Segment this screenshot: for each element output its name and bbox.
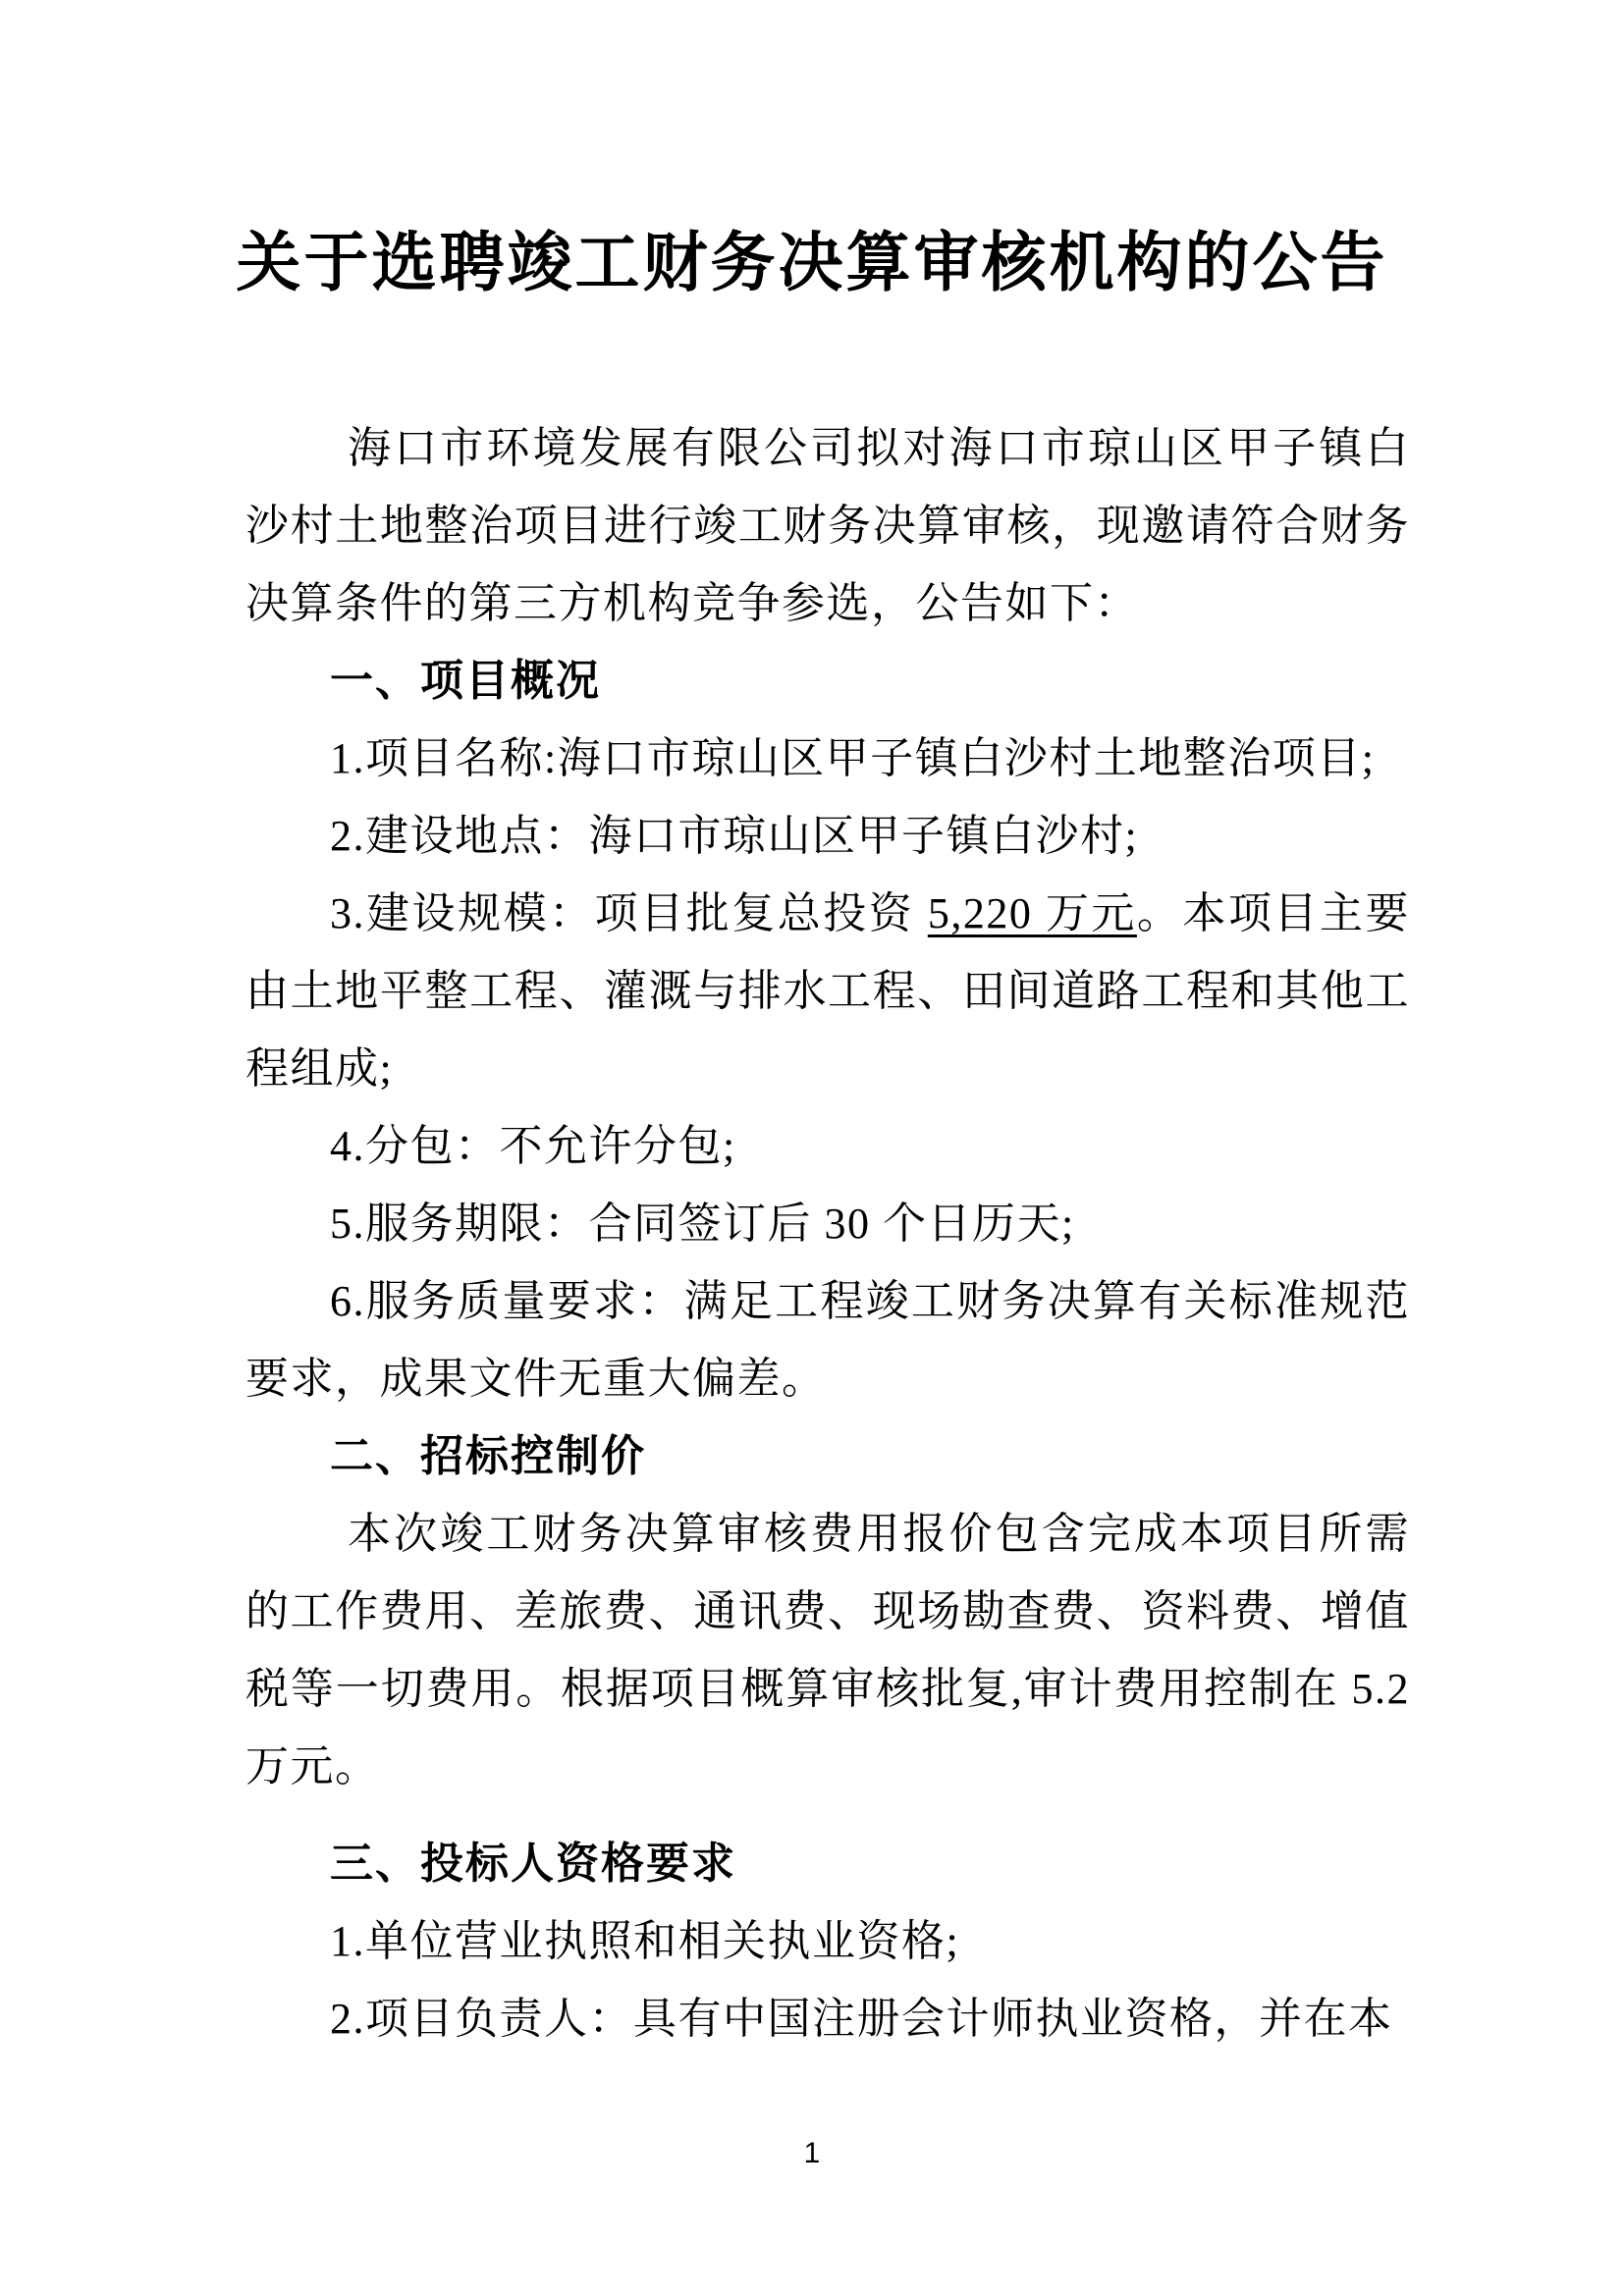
page-number: 1 bbox=[803, 2137, 821, 2169]
section1-heading: 一、项目概况 bbox=[330, 657, 601, 705]
scale-text-pre: 3.建设规模：项目批复总投资 bbox=[330, 889, 928, 937]
section2-paragraph: 本次竣工财务决算审核费用报价包含完成本项目所需的工作费用、差旅费、通讯费、现场勘查费、资料费、增值税等一切费用。根据项目概算审核批复,审计费用控制在 5.2 万元。 bbox=[245, 1510, 1410, 1790]
section1-item-subcontract: 4.分包：不允许分包; bbox=[330, 1122, 736, 1170]
investment-amount-underlined: 5,220 万元 bbox=[927, 889, 1137, 937]
page-title: 关于选聘竣工财务决算审核机构的公告 bbox=[236, 226, 1388, 298]
section1-item-scale bbox=[245, 875, 1410, 1107]
section2-heading: 二、招标控制价 bbox=[330, 1432, 646, 1480]
section1-item-location: 2.建设地点：海口市琼山区甲子镇白沙村; bbox=[330, 812, 1139, 860]
section1-item-project-name: 1.项目名称:海口市琼山区甲子镇白沙村土地整治项目; bbox=[330, 734, 1376, 782]
section1-item-quality-requirement: 6.服务质量要求：满足工程竣工财务决算有关标准规范要求，成果文件无重大偏差。 bbox=[245, 1277, 1410, 1403]
scale-text-post: 。本项目主要由土地平整工程、灌溉与排水工程、田间道路工程和其他工程组成; bbox=[245, 889, 1411, 1093]
section3-heading: 三、投标人资格要求 bbox=[330, 1840, 736, 1888]
section1-item-service-period: 5.服务期限：合同签订后 30 个日历天; bbox=[330, 1200, 1075, 1248]
section3-item-license: 1.单位营业执照和相关执业资格; bbox=[330, 1917, 960, 1965]
intro-paragraph: 海口市环境发展有限公司拟对海口市琼山区甲子镇白沙村土地整治项目进行竣工财务决算审核，现邀请符合财务决算条件的第三方机构竞争参选，公告如下： bbox=[245, 424, 1410, 627]
section3-item-project-leader: 2.项目负责人：具有中国注册会计师执业资格，并在本 bbox=[330, 1995, 1393, 2043]
document-body bbox=[245, 409, 1410, 2057]
